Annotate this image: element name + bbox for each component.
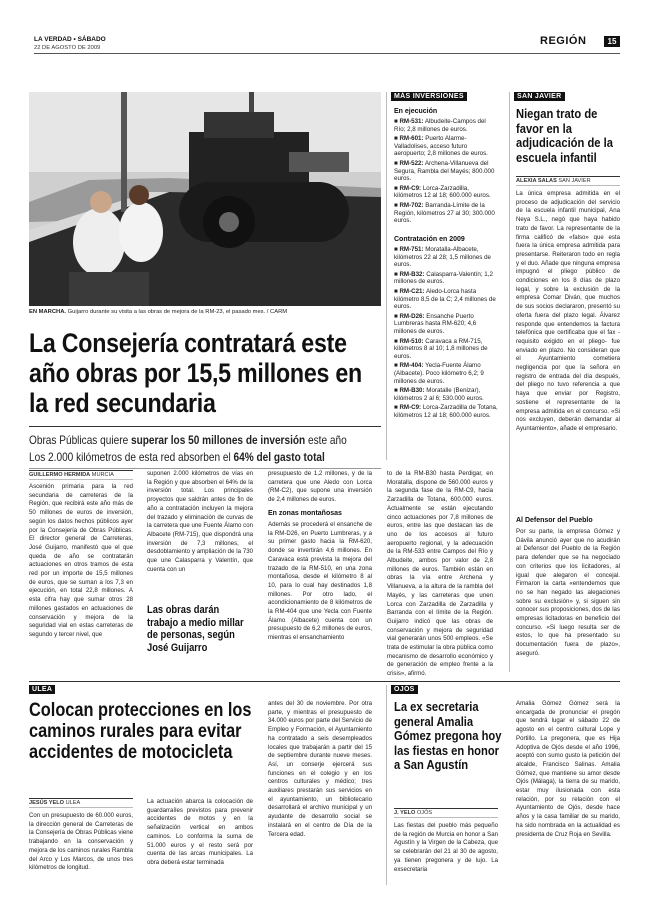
deck-line-1 (29, 433, 382, 447)
road-code: RM-B30: (399, 387, 425, 395)
road-code: RM-D26: (399, 312, 425, 320)
road-detail: Caravaca a RM-715, kilómetros 8 al 10; 1,8 millones de euros. (394, 337, 488, 360)
ulea-tag: ULEA (29, 685, 55, 694)
ojos-byline-place: OJÓS (416, 810, 433, 816)
road-detail: Calasparra-Valentín; 1,2 millones de euros. (394, 270, 493, 286)
deck1-pre: Obras Públicas quiere (29, 433, 131, 447)
right-headline: Niegan trato de favor en la adjudicación de la escuela infantil (516, 106, 613, 165)
bullet-square-icon: ■ (394, 387, 400, 395)
main-column-3: presupuesto de 1,2 millones, y de la carretera que une Aledo con Lorca (RM-C2), que supone una inversión de 2,4 millones de euros. (268, 470, 372, 504)
road-detail: Aledo-Lorca hasta kilómetro 8,5 de la C; 2,4 millones de euros. (394, 287, 496, 311)
deck1-bold: superar los 50 millones de inversión (130, 433, 306, 447)
bullet-square-icon: ■ (394, 362, 400, 370)
sidebar-tag: MÁS INVERSIONES (391, 92, 467, 101)
right-byline (516, 176, 620, 186)
road-detail: Lorca-Zarzadilla, kilómetros 12 al 18; 600.000 euros. (394, 184, 491, 200)
sidebar-list-ejecucion (394, 118, 498, 227)
ojos-tag: OJÓS (391, 685, 418, 694)
headline-rule (29, 426, 381, 427)
ulea-headline: Colocan protecciones en los caminos rurales para evitar accidentes de motocicleta (29, 700, 252, 763)
bullet-square-icon: ■ (394, 118, 400, 125)
sidebar-road-item (394, 135, 498, 158)
road-code: RM-C9: (399, 404, 422, 412)
sidebar-road-item (394, 362, 498, 385)
ojos-divider (386, 685, 387, 885)
right-subhead: Al Defensor del Pueblo (516, 517, 593, 524)
paper-name: LA VERDAD • SÁBADO (34, 36, 106, 43)
bullet-square-icon: ■ (394, 184, 400, 192)
photo-caption (29, 309, 381, 315)
bullet-square-icon: ■ (394, 287, 400, 295)
sidebar-road-item (394, 313, 498, 336)
main-byline-name: GUILLERMO HERMIDA (29, 472, 91, 478)
bottom-rule (29, 681, 620, 682)
sidebar-road-item (394, 246, 498, 269)
sidebar-road-item (394, 288, 498, 311)
road-code: RM-B32: (399, 270, 425, 278)
deck2-pre: Los 2.000 kilómetros de esta red absorben el (29, 450, 234, 464)
road-detail: Archena-Villanueva del Segura, Rambla del Mayés; 800.000 euros. (394, 159, 495, 183)
ojos-column-1: Las fiestas del pueblo más pequeño de la región de Murcia en honor a San Agustín y la Virgen de la Cabeza, que se celebrarán del 21 al 30 de agosto, ya tienen pregonera y de lujo. La exsecretaria (394, 822, 498, 873)
issue-date: 22 DE AGOSTO DE 2009 (34, 45, 101, 51)
road-detail: Barranda-Límite de la Región, kilómetros 27 al 30; 300.000 euros. (394, 201, 495, 225)
ojos-byline-name: J. YELO (394, 810, 416, 816)
road-detail: Yecla-Fuente Álamo (Albacete). Poco kilómetro 6,2; 9 millones de euros. (394, 362, 484, 385)
sidebar-road-item (394, 338, 498, 361)
road-detail: Ensanche Puerto Lumbreras hasta RM-620; 4,6 millones de euros. (394, 312, 477, 335)
bullet-square-icon: ■ (394, 246, 400, 253)
sidebar-road-item (394, 404, 498, 419)
sidebar-road-item (394, 202, 498, 225)
deck-line-2 (29, 450, 382, 464)
roadwork-photo (29, 92, 381, 306)
ulea-column-2: La actuación abarca la colocación de guardarraíles previstos para prevenir accidentes de motos y en la señalización vertical en ambos caminos. Lo conforma la suma de 51.000 euros y el resto será por cuenta de las arcas municipales. La obra deberá estar terminada (147, 798, 253, 866)
road-detail: Albudeite-Campos del Río; 2,8 millones de euros. (394, 118, 486, 133)
road-code: RM-510: (399, 337, 424, 345)
deck1-post: este año (305, 433, 347, 447)
main-headline: La Consejería contratará este año obras por 15,5 millones en la red secundaria (29, 328, 362, 418)
bullet-square-icon: ■ (394, 159, 400, 167)
sidebar-divider (386, 92, 387, 460)
road-code: RM-601: (399, 135, 424, 143)
right-body-2: Por su parte, la empresa Gómez y Dávila anunció ayer que no acudirán al Defensor del Pueblo de la Región para defender que se ha negociado con criterios que los licitadores, al igual que alegaron el concejal. Firmaron la carta «entendemos que no se han negado las alegaciones sobre su exclusión» y, si siguen sin conocer sus proposiciones, dos de las empresas licitadoras en beneficio del concurso. «Si luego resulta ser de estos, lo que ha presentado su documentación fuera de plazo», aseguró. (516, 528, 620, 657)
masthead-rule (34, 53, 620, 54)
main-column-2: suponen 2.000 kilómetros de vías en la Región y que absorben el 64% de la inversión total. Los principales proyectos que saldrán antes de fin de año a contratación incluyen la mejora del trazado y eliminación de curvas de la carretera que une Fuente Álamo con Albacete (RM-715), que dispondrá una inversión de 7,3 millones, el desdoblamiento y ampliación de la 730 que une Calasparra y Valentín, que cuenta con un (147, 470, 253, 573)
road-detail: Moratalle (Benizar), kilómetros 2 al 6; 530.000 euros. (394, 387, 484, 402)
main-column-4: to de la RM-B30 hasta Perdigar, en Moratalla, dispone de 560.000 euros y la segunda fase de la RM-C9, hacia Zarzadilla de Totana, 600.000 euros. Actualmente se están ejecutando cinco actuaciones por 7,8 millones de euros, entre las que destacan las de uno de los accesos al futuro aeropuerto regional, y la adecuación de la RM-533 entre Campos del Río y Albudeite, ambos por valor de 2,8 millones de euros. También están en obras la vía entre Archena y Villanueva, a la altura de la rambla del Mayés, y las carreteras que unen Lorca con Zarzadilla de Zarzadilla y Barranda con el límite de la Región. Guijarro indicó que las obras de conservación y mejora de seguridad vial generarán unos 500 empleos. «Se trata de estimular la obra pública como mecanismo de desarrollo económico y de generación de empleo frente a la crisis», afirmó. (387, 470, 493, 678)
bullet-square-icon: ■ (394, 270, 400, 278)
road-detail: Lorca-Zarzadilla de Totana, kilómetros 12 al 18; 600.000 euros. (394, 404, 498, 419)
road-code: RM-702: (399, 201, 424, 209)
pullquote: Las obras darán trabajo a medio millar de personas, según José Guijarro (147, 604, 244, 654)
sidebar-road-item (394, 160, 498, 183)
sidebar-list-contratacion (394, 246, 498, 421)
ulea-byline-place: ULEA (65, 800, 81, 806)
ojos-headline: La ex secretaria general Amalia Gómez pregona hoy las fiestas en honor a San Agustín (394, 699, 502, 772)
ojos-column-2: Amalia Gómez Gómez será la encargada de pronunciar el pregón que tendrá lugar el sábado 22 de agosto en el centro cultural Lope y Portillo. La pregonera, que es Hija Adoptiva de Ojós desde el año 1996, aceptó con sumo gusto la petición del alcalde, Francisco Salinas. Amalia Gómez, que mantiene su amor desde Ojós (Málaga), la tierra de su marido, estar muy ilusionada con esta relación, por su relación con el Ayuntamiento de Ojós, desde hace años y la casa familiar de su marido, ha sido nombrada en la actualidad es presidenta de Cruz Roja en Sevilla. (516, 700, 620, 838)
main-column-1: Ascenión primaria para la red secundaria de carreteras de la Región, que recibirá este año más de 50 millones de euros de inversión, según los datos hechos públicos ayer por la Consejería de Obras Públicas. El director general de Carreteras, José Guijarro, manifestó que el que queda de año se contratarán actuaciones en otros tramos de esta red por un importe de 15,5 millones de euros, que se suman a los 7,3 en ejecución, en total 22,8 millones. A esta cifra hay que sumar otros 28 millones gastados en actuaciones de conservación y mejora de la seguridad vial en estas carreteras de segundo y tercer nivel, que (29, 483, 133, 638)
caption-label: EN MARCHA. (29, 309, 67, 315)
sidebar-road-item (394, 387, 498, 402)
ulea-column-3: antes del 30 de noviembre. Por otra parte, y mientras el presupuesto de 34.000 euros por parte del Servicio de Empleo y Formación, el Ayuntamiento ha contratado a seis desempleados locales que trabajarán a partir del 15 de septiembre durante nueve meses. Así, un conserje ejercerá sus funciones en el colegio y en los centros culturales y médico; tres auxiliares prestarán sus servicios en el ayuntamiento, un bibliotecario desarrollará el archivo municipal y un ayudante de desarrollo social se instalará en el centro de Día de la Tercera edad. (268, 700, 372, 838)
bullet-square-icon: ■ (394, 201, 400, 209)
caption-text: Guijarro durante su visita a las obras de mejora de la RM-23, el pasado mes. / CARM (67, 309, 288, 315)
bullet-square-icon: ■ (394, 135, 400, 143)
main-byline-place: MURCIA (91, 472, 114, 478)
road-detail: Moratalla-Albacete, kilómetros 22 al 28; 1,5 millones de euros. (394, 246, 491, 269)
sidebar-heading-ejecucion: En ejecución (394, 108, 438, 115)
bullet-square-icon: ■ (394, 337, 400, 345)
sidebar-road-item (394, 118, 498, 133)
sidebar-heading-contratacion: Contratación en 2009 (394, 236, 465, 243)
right-byline-name: ALEXIA SALAS (516, 178, 557, 184)
road-code: RM-C21: (399, 287, 425, 295)
main-byline (29, 470, 133, 480)
road-code: RM-531: (399, 118, 424, 125)
right-divider (509, 92, 510, 672)
road-detail: Puerto Alarme-Valladolises, acceso futuro aeropuerto; 2,8 millones de euros. (394, 135, 488, 158)
road-code: RM-404: (399, 362, 424, 370)
main-column-3b: Además se procederá el ensanche de la RM-D26, en Puerto Lumbreras, y a su primer gasto hacia la RM-620, donde se invertirán 4,6 millones. En Caravaca está prevista la mejora del trazado de la RM-510, en una zona montañosa, desde el kilómetro 8 al 10, para lo cual hay destinados 1,8 millones. Por otro lado, el acondicionamiento de 8 kilómetros de la RM-404 que une Yecla con Fuente Álamo (Albacete) cuenta con un presupuesto de 6,2 millones de euros, mientras el ensanchamiento (268, 521, 372, 642)
bullet-square-icon: ■ (394, 312, 400, 320)
sidebar-road-item (394, 271, 498, 286)
bullet-square-icon: ■ (394, 404, 400, 412)
right-tag: SAN JAVIER (514, 92, 565, 101)
right-byline-place: SAN JAVIER (558, 178, 591, 184)
page-number: 15 (604, 36, 620, 47)
ulea-column-1: Con un presupuesto de 60.000 euros, la dirección general de Carreteras de la Consejería de Obras Públicas viene trabajando en la conservación y mejora de los caminos rurales Rambla del Arco y Los Marcos, de unos tres kilómetros de longitud. (29, 812, 133, 872)
section-title: REGIÓN (540, 35, 587, 47)
road-code: RM-522: (399, 159, 424, 167)
subhead-montanosas: En zonas montañosas (268, 510, 342, 517)
road-code: RM-C9: (399, 184, 422, 192)
ojos-byline (394, 808, 498, 818)
ulea-byline (29, 798, 133, 808)
ulea-byline-name: JESÚS YELO (29, 800, 65, 806)
sidebar-road-item (394, 185, 498, 200)
deck-rule (29, 468, 381, 469)
deck2-bold: 64% del gasto total (233, 450, 325, 464)
right-body-1: La única empresa admitida en el proceso de adjudicación del servicio de la escuela infantil municipal, Ana Neya S.L., negó que haya habido trato de favor. La representante de la firma calificó de «falso» que esta fuera la única empresa admitida para presentarse. Reiteraron todo en regla y el duo. Añade que ninguna empresa impugnó el pliego público de condiciones en los 8 días de plazo legal, y sobre la exclusión de la empresa Comar Diván, que muchos de sus socios declararon, presentó su oferta fuera del plazo legal. Álvarez responde que entendemos la factura telefónica que certificaba que el fax -requisito exigido en el pliego- fue enviado en plazo. No consideran que el Ayuntamiento cometiera negligencia por que la señora en registro de entrada del día después, del pliego no tuvo referencia a que haya que enviar por Registro, sostiene el representante de la empresa admitida en el concurso. «Si nos excluyen, deberán demandar al Ayuntamiento», añade el empresario. (516, 190, 620, 432)
road-code: RM-751: (399, 246, 424, 253)
